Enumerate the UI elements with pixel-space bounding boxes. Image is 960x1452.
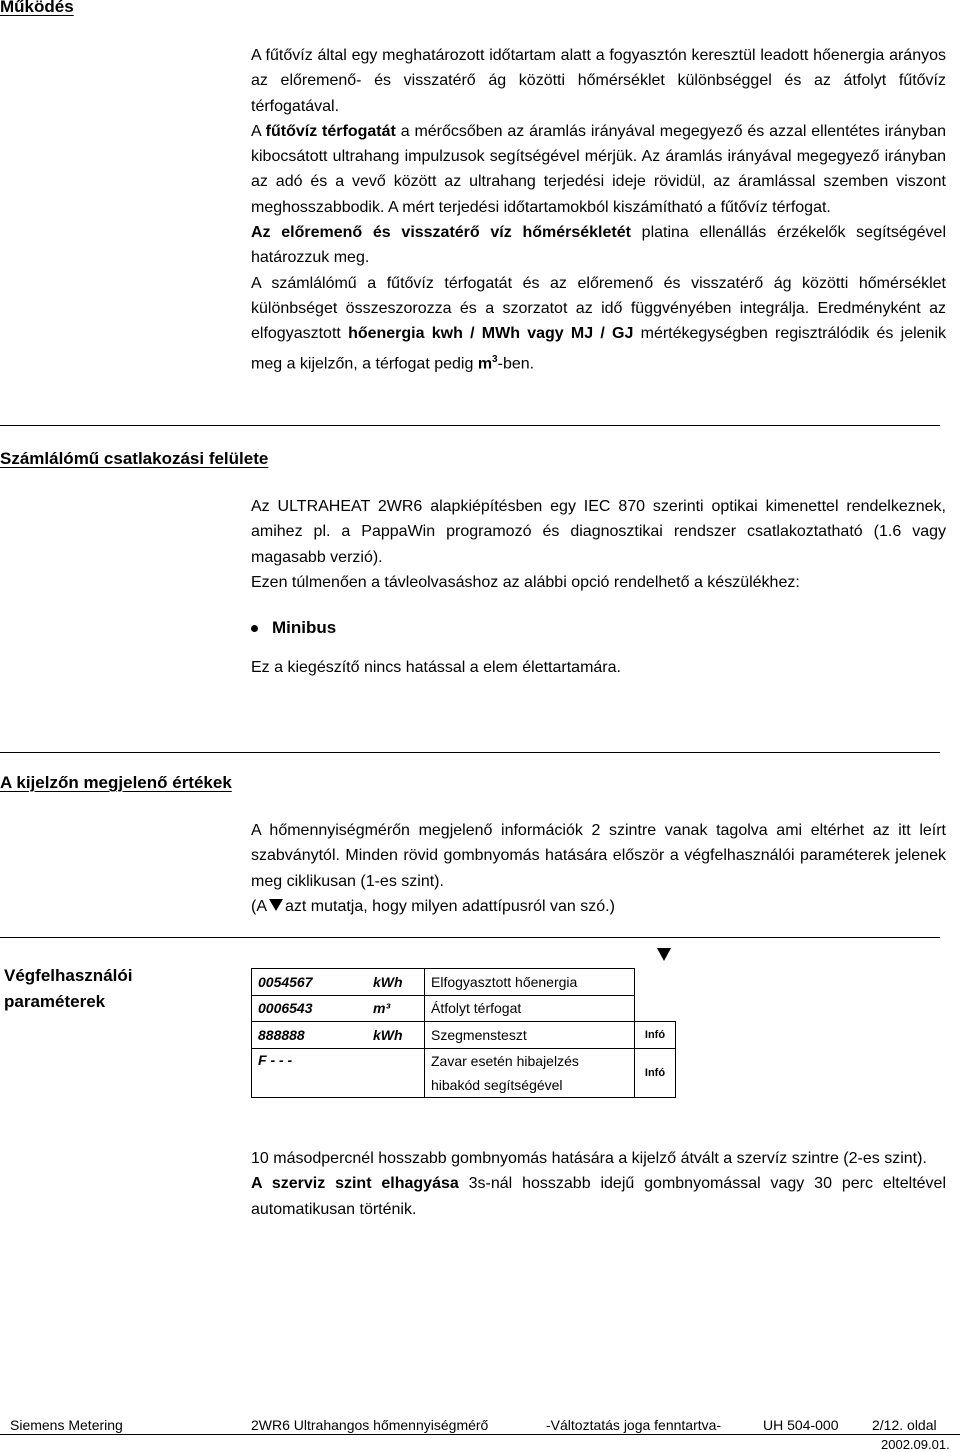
text-span: A számlálómű a fűtővíz térfogatát és az előremenő és visszatérő ág közötti hőmérséklet különbséget összeszorozza és a szorzatot az idő függvényében integrálja. Eredményként az elfogyasztott (251, 274, 946, 343)
interface-body (251, 494, 946, 595)
superscript: 3 (492, 353, 498, 365)
section-divider (0, 937, 940, 938)
interface-paragraph-1: Az ULTRAHEAT 2WR6 alapkiépítésben egy IEC 870 szerinti optikai kimenettel rendelkeznek, amihez pl. a PappaWin programozó és diagnosztikai rendszer csatlakoztatható (1.6 vagy magasabb verzió). (251, 498, 946, 566)
mukodes-paragraph-1: A fűtővíz által egy meghatározott időtartam alatt a fogyasztón keresztül leadott hőenergia arányos az előremenő- és visszatérő ág közötti hőmérséklet különbséggel és az átfolyt fűtővíz térfogatával. (251, 47, 946, 115)
triangle-down-icon (657, 948, 671, 961)
table-row (252, 1022, 676, 1049)
enduser-label-line2: paraméterek (4, 992, 106, 1011)
display-unit (367, 1048, 425, 1097)
bullet-label: Minibus (272, 618, 337, 637)
bold-text: hőenergia kwh / MWh vagy MJ / GJ (348, 325, 634, 343)
service-paragraph-1: 10 másodpercnél hosszabb gombnyomás hatására a kijelző átvált a szervíz szintre (2-es szint). (251, 1150, 927, 1167)
display-values-table (251, 968, 676, 1098)
service-level-body (251, 1146, 946, 1222)
display-description: Elfogyasztott hőenergia (425, 969, 635, 996)
service-paragraph-2 (251, 1171, 946, 1222)
display-unit: m³ (367, 995, 425, 1022)
section-heading-interface: Számlálómű csatlakozási felülete (0, 449, 269, 468)
text-span: 3s-nál hosszabb idejű gombnyomással vagy 30 perc elteltével automatikusan történik. (251, 1175, 946, 1218)
text-span: azt mutatja, hogy milyen adattípusról van szó.) (285, 897, 615, 915)
mukodes-paragraph-4 (251, 271, 946, 377)
enduser-label (4, 963, 132, 1015)
section-divider (0, 425, 940, 426)
table-row (252, 995, 676, 1022)
display-body (251, 818, 946, 919)
table-row (252, 969, 676, 996)
display-value: F - - - (252, 1048, 368, 1097)
footer-product: 2WR6 Ultrahangos hőmennyiségmérő (251, 1417, 489, 1433)
section-heading-display: A kijelzőn megjelenő értékek (0, 773, 232, 792)
interface-note (251, 655, 946, 680)
info-cell: Infó (635, 1048, 676, 1097)
enduser-label-line1: Végfelhasználói (4, 966, 133, 985)
display-description: Szegmensteszt (425, 1022, 635, 1049)
bullet-item-minibus (251, 618, 336, 638)
footer-divider (0, 1434, 960, 1435)
footer-rights: -Változtatás joga fenntartva- (546, 1417, 722, 1433)
interface-paragraph-2: Ezen túlmenően a távleolvasáshoz az alábbi opció rendelhető a készülékhez: (251, 573, 800, 591)
display-value: 0054567 (252, 969, 368, 996)
display-value: 888888 (252, 1022, 368, 1049)
interface-paragraph-3: Ez a kiegészítő nincs hatással a elem élettartamára. (251, 659, 621, 676)
info-cell: Infó (635, 1022, 676, 1049)
text-span: (A (251, 897, 267, 915)
bold-text: A szerviz szint elhagyása (251, 1175, 459, 1193)
footer-company: Siemens Metering (10, 1417, 123, 1433)
display-paragraph-2 (251, 894, 946, 919)
table-row (252, 1048, 676, 1097)
text-span: -ben. (497, 354, 535, 372)
section-divider (0, 752, 940, 753)
info-cell (635, 969, 676, 996)
description-line: Zavar esetén hibajelzés (431, 1052, 579, 1069)
text-span: platina ellenállás érzékelők segítségével határozzuk meg. (251, 224, 947, 267)
footer-doc-number: UH 504-000 (763, 1417, 839, 1433)
display-description (425, 1048, 635, 1097)
mukodes-paragraph-2 (251, 119, 946, 220)
mukodes-body (251, 43, 946, 376)
text-span: mértékegységben regisztrálódik és jelenik meg a kijelzőn, a térfogat pedig (251, 325, 947, 372)
footer-date: 2002.09.01. (881, 1437, 950, 1452)
display-unit: kWh (367, 1022, 425, 1049)
info-cell (635, 995, 676, 1022)
description-line: hibakód segítségével (431, 1076, 563, 1093)
mukodes-paragraph-3 (251, 220, 946, 271)
section-heading-mukodes: Működés (0, 0, 74, 16)
bold-text: m (477, 354, 493, 372)
bold-text: Az előremenő és visszatérő víz hőmérsékletét (251, 224, 631, 242)
display-value: 0006543 (252, 995, 368, 1022)
text-span: a mérőcsőben az áramlás irányával megegyező és azzal ellentétes irányban kibocsátott ultrahang impulzusok segítségével mérjük. Az áramlás irányával megegyező irányban az adó és a vevő között az ultrahang terjedési ideje rövidül, az áramlással szemben viszont meghosszabbodik. A mért terjedési időtartamokból kiszámítható a fűtővíz térfogat. (251, 122, 947, 216)
display-description: Átfolyt térfogat (425, 995, 635, 1022)
text-span: A (251, 122, 266, 140)
footer-page-number: 2/12. oldal (872, 1417, 937, 1433)
bold-text: fűtővíz térfogatát (265, 122, 396, 140)
bullet-icon (251, 625, 258, 632)
triangle-down-icon (269, 899, 283, 911)
display-paragraph-1: A hőmennyiségmérőn megjelenő információk 2 szintre vanak tagolva ami eltérhet az itt leírt szabványtól. Minden rövid gombnyomás hatására először a végfelhasználói paraméterek jelenek meg ciklikusan (1-es szint). (251, 822, 946, 890)
display-unit: kWh (367, 969, 425, 996)
